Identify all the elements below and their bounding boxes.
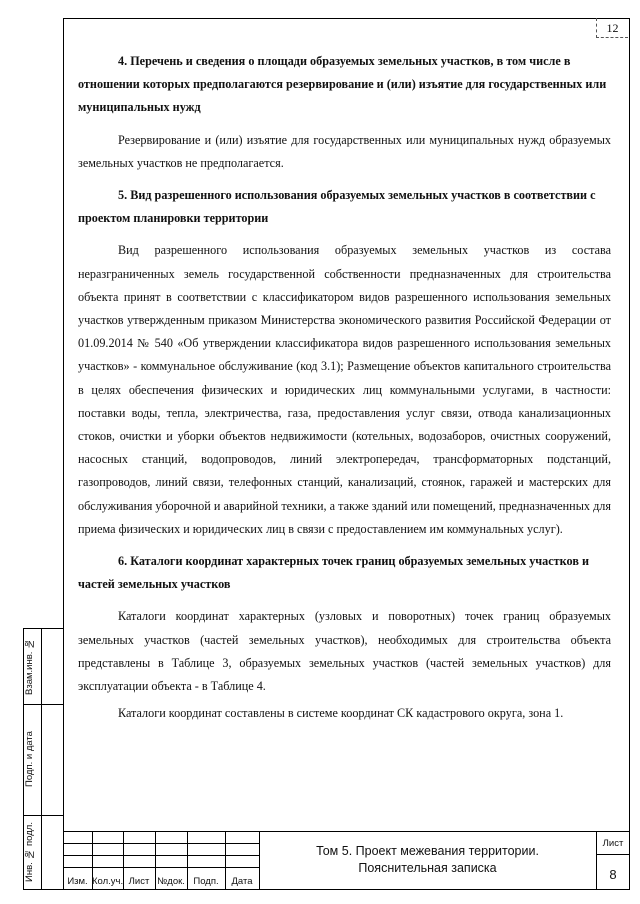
column-signature: Подп. xyxy=(193,876,219,887)
side-label-replacement-inv: Взам.инв. № xyxy=(24,637,35,695)
column-sheet: Лист xyxy=(128,876,150,887)
side-label-signature-date: Подп. и дата xyxy=(24,731,35,788)
sheet-number: 8 xyxy=(609,867,617,882)
section-4-paragraph: Резервирование и (или) изъятие для государственных или муниципальных нужд образуемых земельных участков не предполагается. xyxy=(78,132,611,170)
section-5-heading: 5. Вид разрешенного использования образуемых земельных участков в соответствии с проектом планировки территории xyxy=(78,188,596,226)
column-date: Дата xyxy=(231,876,253,887)
document-body xyxy=(78,50,611,725)
title-block xyxy=(63,831,630,890)
section-5-paragraph: Вид разрешенного использования образуемых земельных участков из состава неразграниченных земель государственной собственности предназначенных для строительства объекта принят в соответствии с классификатором видов разрешенного использования земельных участков утвержденным приказом Министерства экономического развития Российской Федерации от 01.09.2014 № 540 «Об утверждении классификатора видов разрешенного использования земельных участков» - коммунальное обслуживание (код 3.1); Размещение объектов капитального строительства в целях обеспечения физических и юридических лиц коммунальными услугами, в частности: поставки воды, тепла, электричества, газа, предоставления услуг связи, отвода канализационных стоков, очистки и уборки объектов недвижимости (котельных, водозаборов, очистных сооружений, насосных станций, водопроводов, линий электропередач, трансформаторных подстанций, газопроводов, линий связи, телефонных станций, канализаций, стоянок, гаражей и мастерских для обслуживания уборочной и аварийной техники, а также зданий или помещений, предназначенных для приема физических и юридических лиц в связи с предоставлением им коммунальных услуг). xyxy=(78,243,611,536)
page-corner-number: 12 xyxy=(596,18,628,38)
section-4-heading: 4. Перечень и сведения о площади образуемых земельных участков, в том числе в отношении которых предполагаются резервирование и (или) изъятие для государственных или муниципальных нужд xyxy=(78,54,607,115)
section-6-paragraph-1: Каталоги координат характерных (узловых и поворотных) точек границ образуемых земельных участков (частей земельных участков), необходимых для строительства объекта представлены в Таблице 3, образуемых земельных участков (частей земельных участков) для эксплуатации объекта - в Таблице 4. xyxy=(78,609,611,694)
section-6-heading: 6. Каталоги координат характерных точек границ образуемых земельных участков и частей земельных участков xyxy=(78,554,589,592)
column-doc-number: №док. xyxy=(157,876,185,887)
document-title xyxy=(259,843,596,877)
sheet-label: Лист xyxy=(602,838,624,849)
document-title-line-1: Том 5. Проект межевания территории. xyxy=(316,844,539,858)
column-quantity: Кол.уч. xyxy=(92,876,124,887)
column-change: Изм. xyxy=(67,876,88,887)
section-6-paragraph-2: Каталоги координат составлены в системе координат СК кадастрового округа, зона 1. xyxy=(118,706,564,721)
side-label-original-inv: Инв. № подл. xyxy=(24,822,35,882)
document-title-line-2: Пояснительная записка xyxy=(358,861,497,875)
